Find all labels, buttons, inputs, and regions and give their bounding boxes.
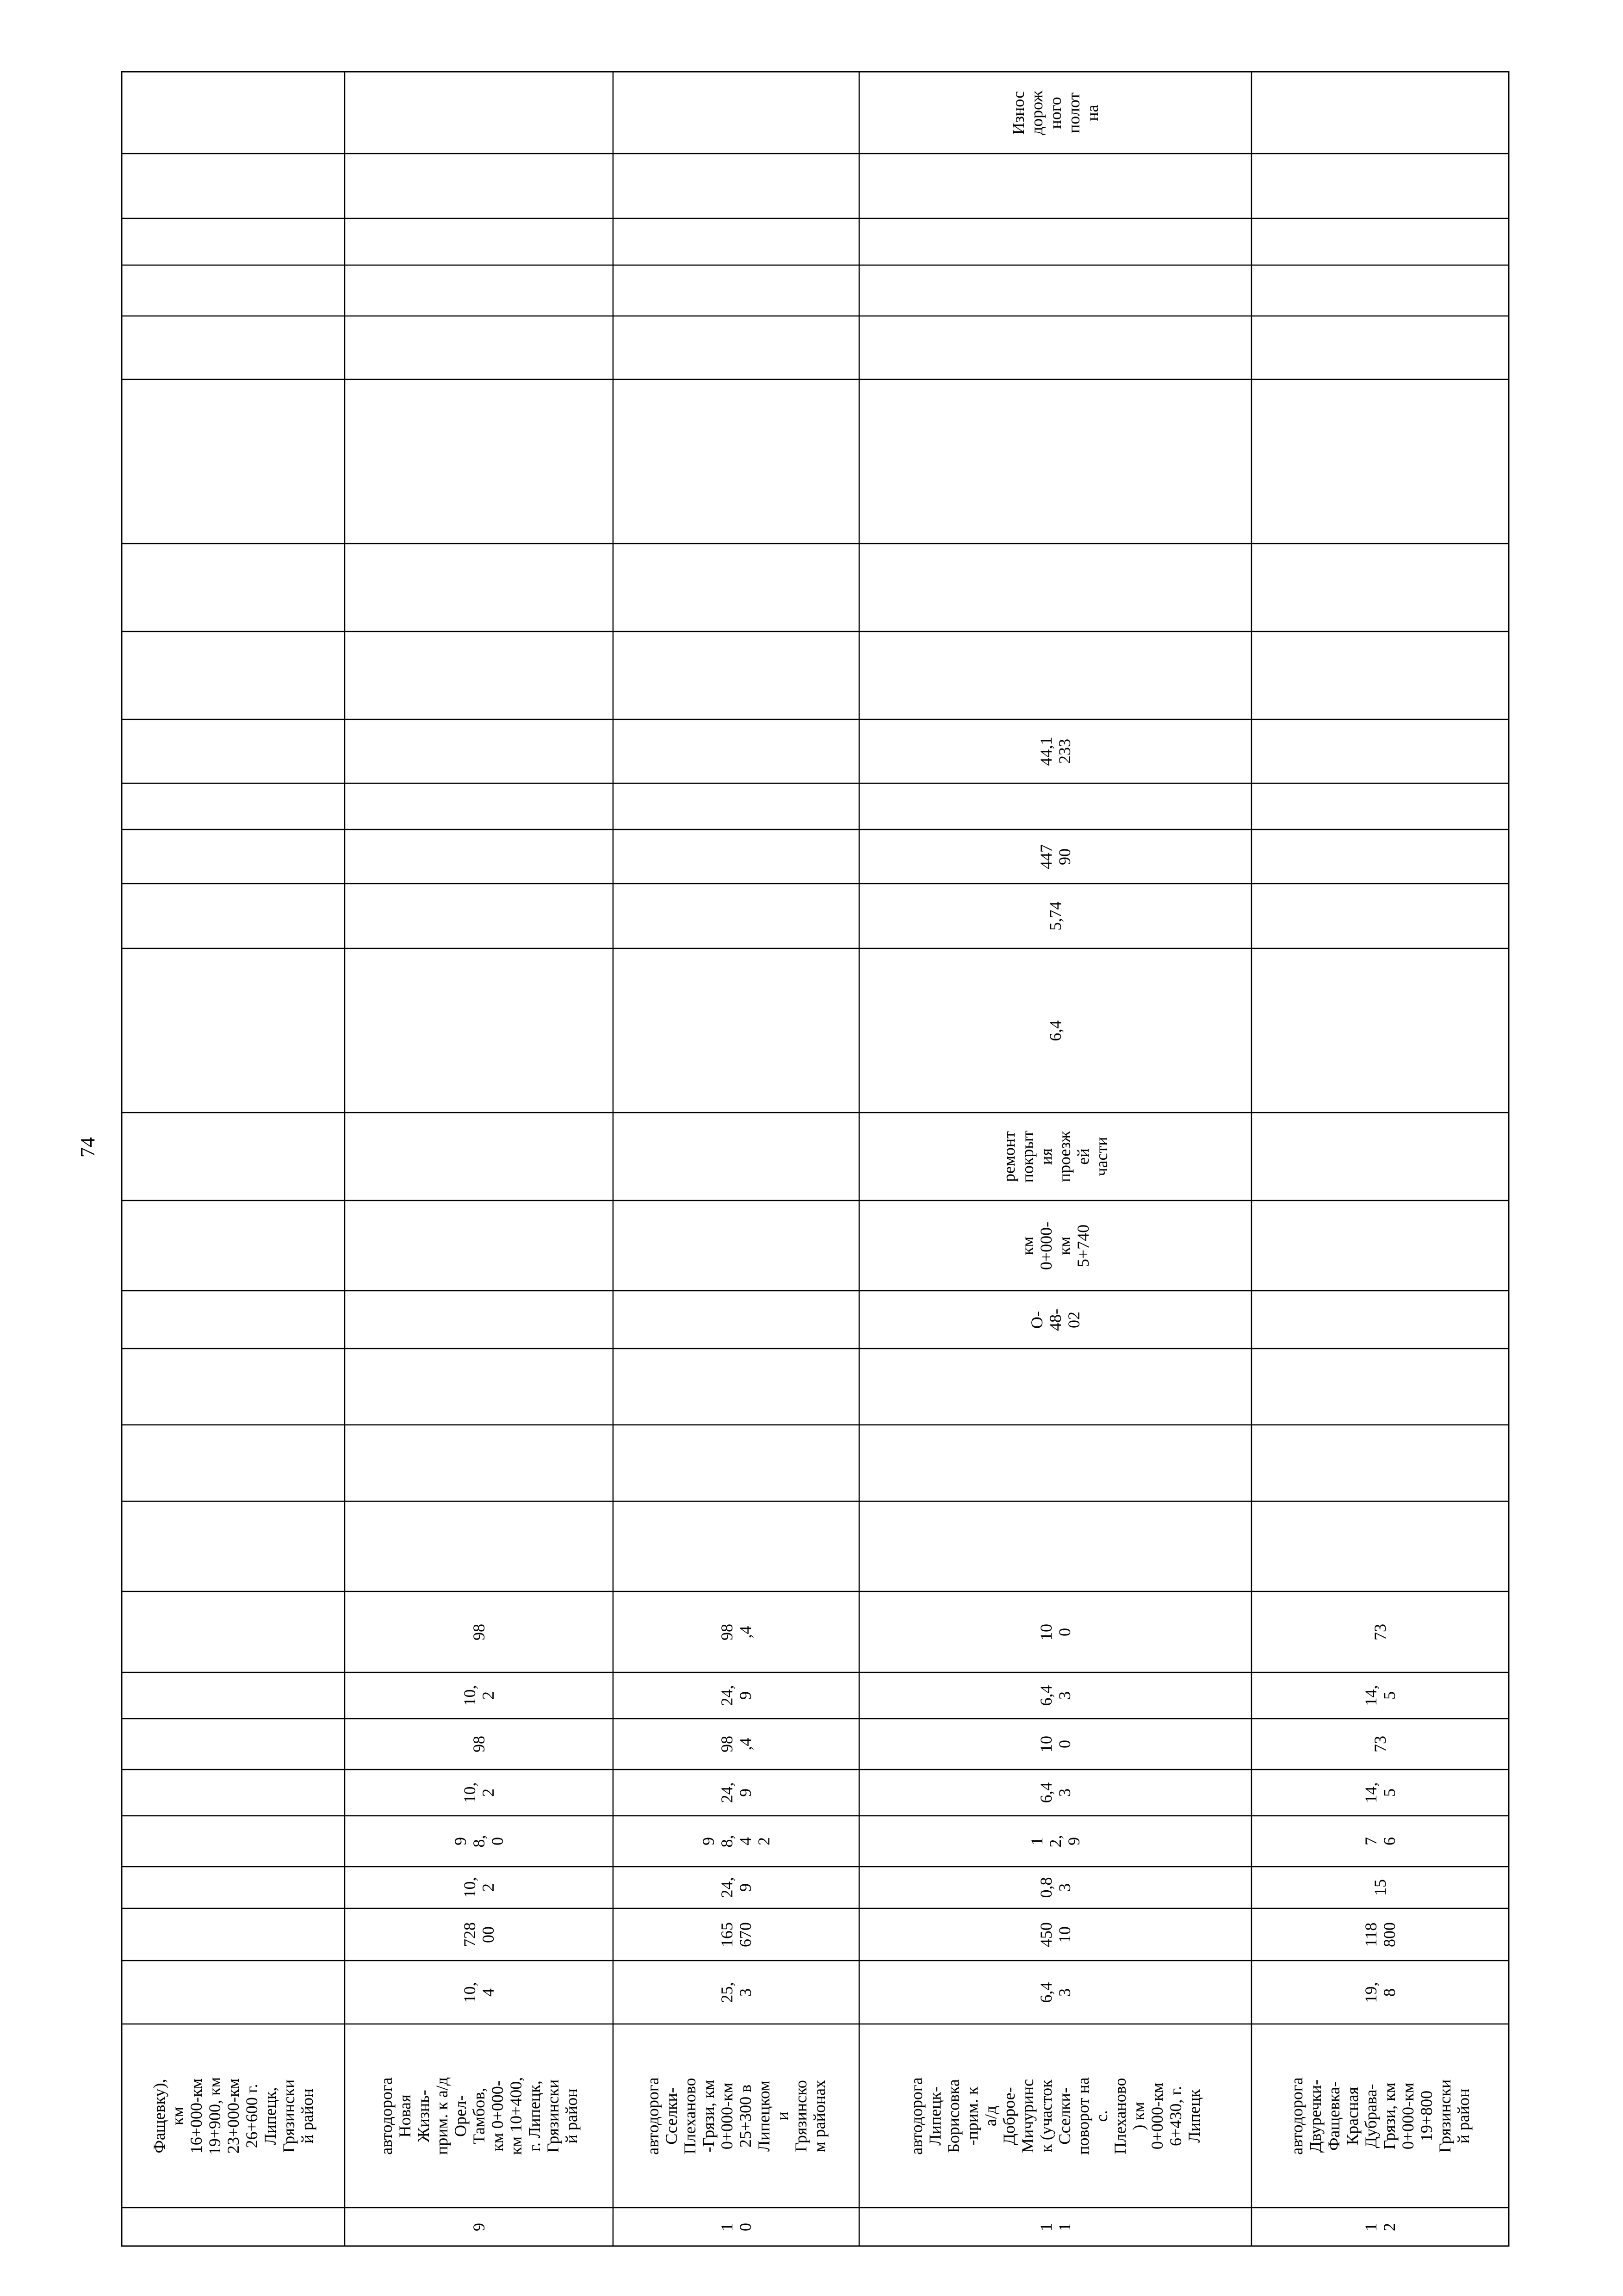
row11-work-type: ремонт покрыт ия проезж ей части	[1000, 1130, 1111, 1183]
row9-c1: 10, 2	[460, 1877, 497, 1898]
row10-road-name: автодорога Сселки- Плеханово -Грязи, км 0+000-км 25+300 в Липецком и Грязинско м районах	[644, 2077, 829, 2155]
row11-reason: Износ дорож ного полот на	[1009, 90, 1102, 135]
row12-length: 19, 8	[1362, 1982, 1399, 2003]
row11-road-code: О- 48- 02	[1028, 1308, 1083, 1331]
row10-c1: 24, 9	[718, 1877, 755, 1898]
row9-c2: 9 8, 0	[451, 1835, 507, 1848]
row9-area: 728 00	[460, 1922, 497, 1947]
row10-c5: 24, 9	[718, 1685, 755, 1706]
row11-v1: 6,4	[1046, 1020, 1065, 1041]
row11-c1: 0,8 3	[1037, 1877, 1074, 1898]
row12-area: 118 800	[1362, 1922, 1399, 1947]
row9-c3: 10, 2	[460, 1782, 497, 1803]
row11-c4: 10 0	[1037, 1736, 1074, 1752]
row11-c6: 10 0	[1037, 1623, 1074, 1640]
row10-number: 1 0	[718, 2222, 755, 2231]
row10-area: 165 670	[718, 1922, 755, 1947]
row11-c2: 1 2, 9	[1028, 1835, 1083, 1848]
row9-road-name: автодорога Новая Жизнь- прим. к а/д Орел- Тамбов, км 0+000- км 10+400, г. Липецк, Грязински й район	[377, 2077, 581, 2155]
row11-section: км 0+000- км 5+740	[1018, 1221, 1092, 1270]
row10-c4: 98 ,4	[718, 1736, 755, 1752]
row9-number: 9	[470, 2222, 488, 2231]
row11-v4: 44,1 233	[1037, 736, 1074, 766]
row9-c6: 98	[470, 1623, 488, 1640]
row10-c2: 9 8, 4 2	[699, 1835, 773, 1848]
row12-c4: 73	[1371, 1736, 1389, 1752]
row10-length: 25, 3	[718, 1982, 755, 2003]
row12-c2: 7 6	[1362, 1837, 1399, 1845]
row12-road-name: автодорога Двуречки- Фащевка- Красная Дубрава- Грязи, км 0+000-км 19+800 Грязински й район	[1288, 2077, 1473, 2155]
row10-c3: 24, 9	[718, 1782, 755, 1803]
row12-c5: 14, 5	[1362, 1685, 1399, 1706]
row12-c1: 15	[1371, 1879, 1389, 1896]
row11-area: 450 10	[1037, 1922, 1074, 1947]
prev-row-name: Фащевку), км 16+000-км 19+900, км 23+000-км 26+600 г. Липецк, Грязински й район	[150, 2077, 316, 2155]
row11-c3: 6,4 3	[1037, 1782, 1074, 1803]
row12-c6: 73	[1371, 1623, 1389, 1640]
row9-c4: 98	[470, 1736, 488, 1752]
row12-c3: 14, 5	[1362, 1782, 1399, 1803]
row11-road-name: автодорога Липецк- Борисовка -прим. к а/д Доброе- Мичуринс к (участок Сселки- поворот на с. Плеханово ) км 0+000-км 6+430, г. Липецк	[907, 2077, 1203, 2155]
row11-c5: 6,4 3	[1037, 1685, 1074, 1706]
row10-c6: 98 ,4	[718, 1623, 755, 1640]
row11-number: 1 1	[1037, 2222, 1074, 2231]
row12-number: 1 2	[1362, 2222, 1399, 2231]
row9-length: 10, 4	[460, 1982, 497, 2003]
row9-c5: 10, 2	[460, 1685, 497, 1706]
row11-v3: 447 90	[1037, 844, 1074, 869]
row11-length: 6,4 3	[1037, 1982, 1074, 2003]
page-number: 74	[76, 1137, 99, 1157]
row11-v2: 5,74	[1046, 901, 1065, 931]
